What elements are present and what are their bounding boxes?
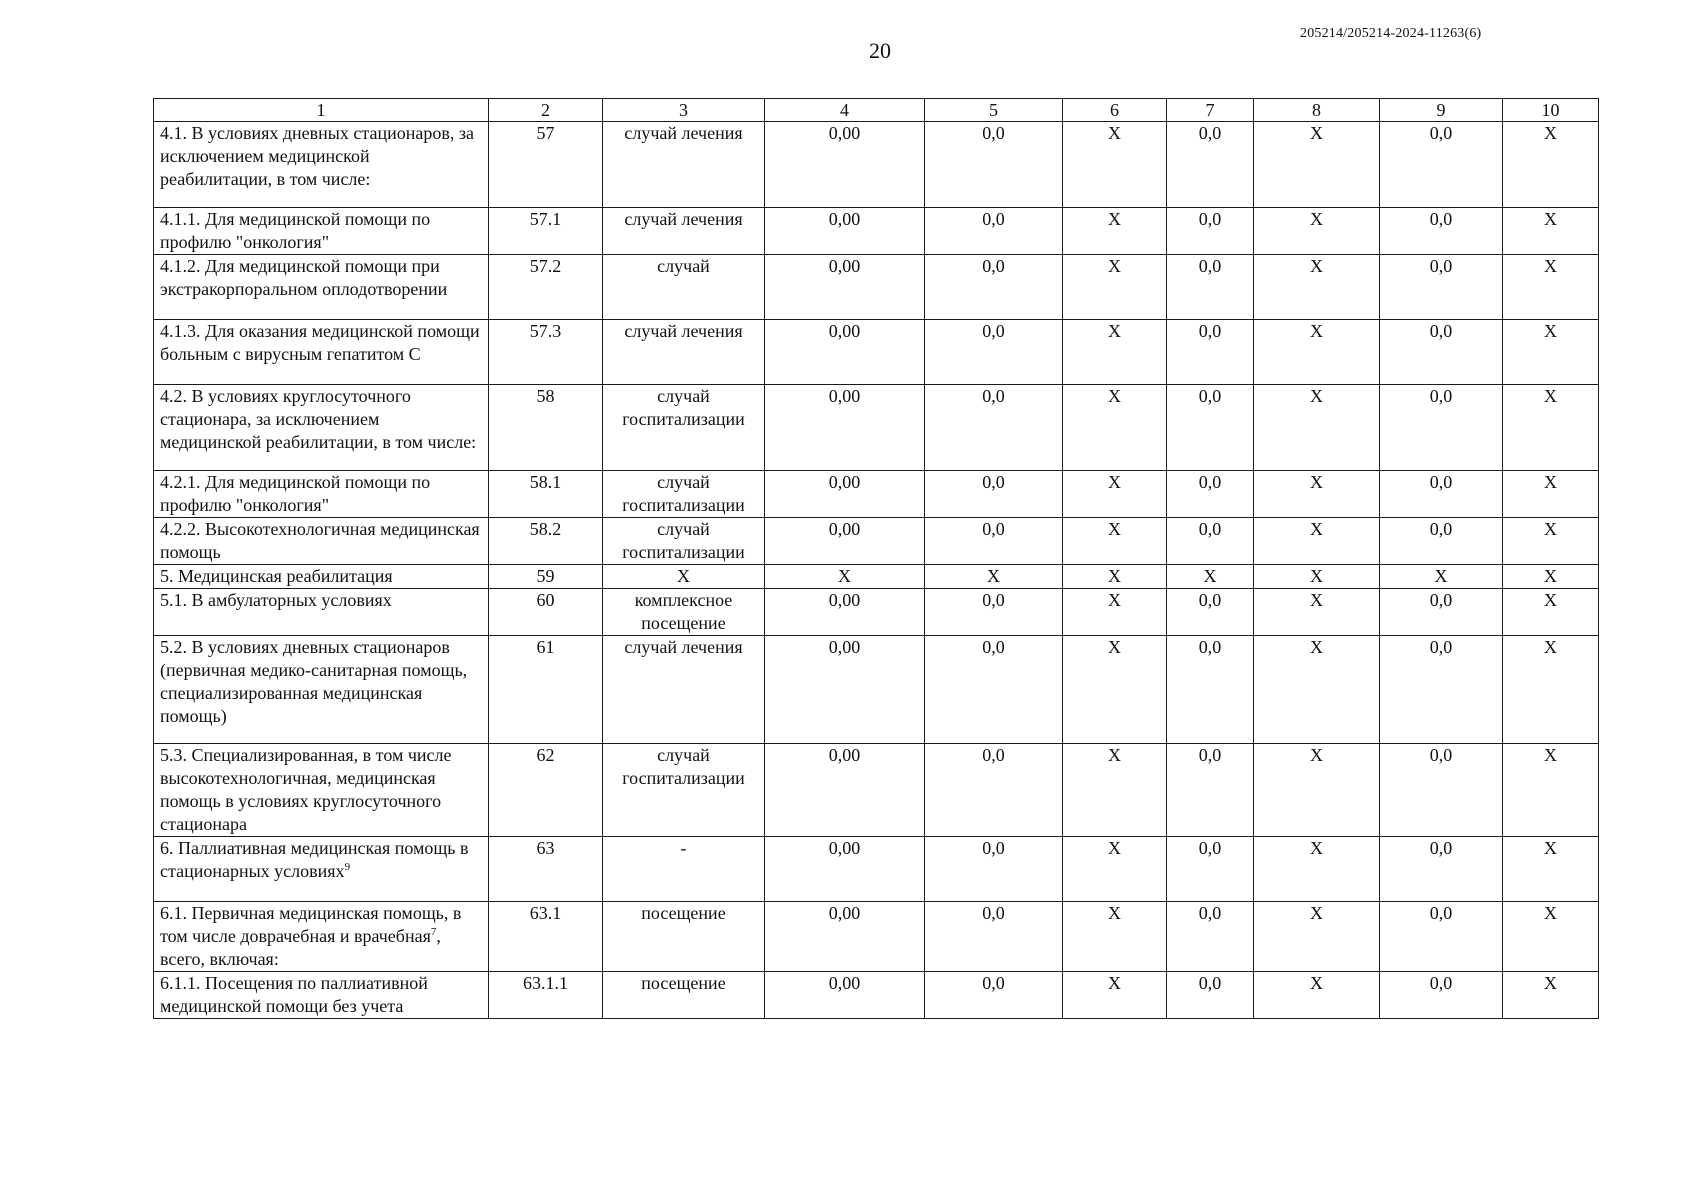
row-col8-cell: X [1254, 518, 1380, 565]
row-col8-cell: X [1254, 744, 1380, 837]
row-col5-cell: 0,0 [925, 471, 1063, 518]
row-code-cell: 59 [489, 565, 603, 589]
column-header: 6 [1063, 99, 1167, 122]
row-col10-cell: X [1503, 471, 1599, 518]
row-col6-cell: X [1063, 744, 1167, 837]
row-col7-cell: 0,0 [1167, 122, 1254, 208]
row-name-text: 4.2. В условиях круглосуточного стационара, за исключением медицинской реабилитации, в том числе: [160, 386, 477, 452]
row-unit-cell: - [603, 837, 765, 902]
table-row [154, 902, 1599, 972]
row-col4-cell: 0,00 [765, 385, 925, 471]
row-name-cell [154, 208, 489, 255]
row-col6-cell: X [1063, 837, 1167, 902]
row-col7-cell: 0,0 [1167, 589, 1254, 636]
row-col10-cell: X [1503, 320, 1599, 385]
row-col6-cell: X [1063, 255, 1167, 320]
row-col6-cell: X [1063, 122, 1167, 208]
row-name-text: 6.1. Первичная медицинская помощь, в том числе доврачебная и врачебная [160, 903, 462, 946]
row-code-cell: 57.2 [489, 255, 603, 320]
row-col4-cell: 0,00 [765, 122, 925, 208]
row-col7-cell: 0,0 [1167, 902, 1254, 972]
row-col4-cell: 0,00 [765, 744, 925, 837]
row-name-cell [154, 589, 489, 636]
row-code-cell: 63.1 [489, 902, 603, 972]
row-unit-cell: случай госпитализации [603, 385, 765, 471]
row-unit-cell: посещение [603, 972, 765, 1019]
row-name-text: 5. Медицинская реабилитация [160, 566, 393, 586]
row-name-cell [154, 636, 489, 744]
row-col5-cell: 0,0 [925, 589, 1063, 636]
row-name-text: 4.1.3. Для оказания медицинской помощи больным с вирусным гепатитом С [160, 321, 480, 364]
row-col7-cell: 0,0 [1167, 518, 1254, 565]
row-col9-cell: 0,0 [1380, 385, 1503, 471]
row-col10-cell: X [1503, 122, 1599, 208]
row-col10-cell: X [1503, 208, 1599, 255]
row-code-cell: 60 [489, 589, 603, 636]
row-col6-cell: X [1063, 471, 1167, 518]
row-col10-cell: X [1503, 744, 1599, 837]
column-header: 2 [489, 99, 603, 122]
row-col4-cell: 0,00 [765, 320, 925, 385]
row-col4-cell: 0,00 [765, 255, 925, 320]
row-col9-cell: 0,0 [1380, 471, 1503, 518]
row-col6-cell: X [1063, 518, 1167, 565]
row-unit-cell: случай лечения [603, 122, 765, 208]
row-col4-cell: 0,00 [765, 589, 925, 636]
table-row [154, 837, 1599, 902]
row-name-text: 4.2.2. Высокотехнологичная медицинская помощь [160, 519, 480, 562]
document-id: 205214/205214-2024-11263(6) [1300, 26, 1482, 41]
row-code-cell: 58.2 [489, 518, 603, 565]
row-name-cell [154, 744, 489, 837]
row-col4-cell: 0,00 [765, 972, 925, 1019]
row-col8-cell: X [1254, 565, 1380, 589]
row-name-text: 4.1.2. Для медицинской помощи при экстракорпоральном оплодотворении [160, 256, 448, 299]
row-code-cell: 63 [489, 837, 603, 902]
row-col5-cell: 0,0 [925, 902, 1063, 972]
row-code-cell: 57.1 [489, 208, 603, 255]
row-col4-cell: 0,00 [765, 518, 925, 565]
row-name-cell [154, 565, 489, 589]
row-col8-cell: X [1254, 972, 1380, 1019]
row-col8-cell: X [1254, 589, 1380, 636]
row-col5-cell: 0,0 [925, 518, 1063, 565]
row-col5-cell: 0,0 [925, 255, 1063, 320]
table-row [154, 385, 1599, 471]
footnote-marker: 7 [430, 926, 437, 938]
row-col10-cell: X [1503, 972, 1599, 1019]
row-unit-cell: случай лечения [603, 320, 765, 385]
row-col7-cell: 0,0 [1167, 837, 1254, 902]
row-col10-cell: X [1503, 565, 1599, 589]
row-code-cell: 58.1 [489, 471, 603, 518]
row-name-suffix: , всего, включая: [160, 926, 441, 969]
row-name-text: 5.1. В амбулаторных условиях [160, 590, 392, 610]
row-col5-cell: 0,0 [925, 320, 1063, 385]
row-name-cell [154, 320, 489, 385]
row-name-text: 5.3. Специализированная, в том числе высокотехнологичная, медицинская помощь в условиях круглосуточного стационара [160, 745, 452, 834]
row-code-cell: 57 [489, 122, 603, 208]
row-col10-cell: X [1503, 518, 1599, 565]
row-col7-cell: 0,0 [1167, 255, 1254, 320]
row-col8-cell: X [1254, 636, 1380, 744]
row-col9-cell: 0,0 [1380, 208, 1503, 255]
row-unit-cell: случай госпитализации [603, 518, 765, 565]
row-col9-cell: 0,0 [1380, 122, 1503, 208]
column-header: 4 [765, 99, 925, 122]
row-name-cell [154, 122, 489, 208]
row-col9-cell: 0,0 [1380, 518, 1503, 565]
row-code-cell: 58 [489, 385, 603, 471]
table-row [154, 972, 1599, 1019]
row-col7-cell: 0,0 [1167, 208, 1254, 255]
column-header: 10 [1503, 99, 1599, 122]
column-header: 8 [1254, 99, 1380, 122]
header-row [154, 99, 1599, 122]
row-col5-cell: 0,0 [925, 744, 1063, 837]
row-name-cell [154, 518, 489, 565]
table-row [154, 471, 1599, 518]
row-col7-cell: 0,0 [1167, 320, 1254, 385]
row-col6-cell: X [1063, 320, 1167, 385]
row-col9-cell: 0,0 [1380, 902, 1503, 972]
row-col8-cell: X [1254, 837, 1380, 902]
row-name-cell [154, 972, 489, 1019]
row-col10-cell: X [1503, 385, 1599, 471]
row-col5-cell: 0,0 [925, 122, 1063, 208]
footnote-marker: 9 [344, 861, 351, 873]
row-code-cell: 62 [489, 744, 603, 837]
table-row [154, 744, 1599, 837]
row-unit-cell: X [603, 565, 765, 589]
page-number: 20 [869, 38, 891, 63]
row-col9-cell: 0,0 [1380, 972, 1503, 1019]
column-header: 5 [925, 99, 1063, 122]
row-code-cell: 57.3 [489, 320, 603, 385]
row-code-cell: 61 [489, 636, 603, 744]
row-col9-cell: 0,0 [1380, 320, 1503, 385]
row-col7-cell: 0,0 [1167, 385, 1254, 471]
row-col8-cell: X [1254, 122, 1380, 208]
row-col10-cell: X [1503, 636, 1599, 744]
row-col8-cell: X [1254, 385, 1380, 471]
table-row [154, 255, 1599, 320]
row-col7-cell: 0,0 [1167, 636, 1254, 744]
column-header: 1 [154, 99, 489, 122]
column-header: 7 [1167, 99, 1254, 122]
row-col5-cell: 0,0 [925, 972, 1063, 1019]
row-col6-cell: X [1063, 902, 1167, 972]
row-name-cell [154, 837, 489, 902]
row-col8-cell: X [1254, 255, 1380, 320]
table-row [154, 565, 1599, 589]
table-row [154, 518, 1599, 565]
row-col6-cell: X [1063, 589, 1167, 636]
row-col5-cell: 0,0 [925, 208, 1063, 255]
row-unit-cell: комплексное посещение [603, 589, 765, 636]
row-col9-cell: 0,0 [1380, 589, 1503, 636]
row-col4-cell: 0,00 [765, 208, 925, 255]
row-col8-cell: X [1254, 471, 1380, 518]
row-col9-cell: 0,0 [1380, 636, 1503, 744]
row-col5-cell: X [925, 565, 1063, 589]
row-col6-cell: X [1063, 208, 1167, 255]
row-col9-cell: 0,0 [1380, 744, 1503, 837]
row-col6-cell: X [1063, 565, 1167, 589]
row-col5-cell: 0,0 [925, 385, 1063, 471]
row-col5-cell: 0,0 [925, 837, 1063, 902]
row-col10-cell: X [1503, 255, 1599, 320]
row-col9-cell: 0,0 [1380, 837, 1503, 902]
row-name-cell [154, 255, 489, 320]
table-row [154, 320, 1599, 385]
row-col6-cell: X [1063, 385, 1167, 471]
row-name-text: 4.2.1. Для медицинской помощи по профилю "онкология" [160, 472, 431, 515]
row-col8-cell: X [1254, 320, 1380, 385]
row-col7-cell: 0,0 [1167, 744, 1254, 837]
row-col6-cell: X [1063, 636, 1167, 744]
row-col4-cell: 0,00 [765, 636, 925, 744]
column-header: 9 [1380, 99, 1503, 122]
row-name-text: 4.1.1. Для медицинской помощи по профилю "онкология" [160, 209, 431, 252]
row-unit-cell: случай [603, 255, 765, 320]
row-unit-cell: случай лечения [603, 636, 765, 744]
table-row [154, 589, 1599, 636]
row-name-cell [154, 471, 489, 518]
row-name-text: 6. Паллиативная медицинская помощь в стационарных условиях [160, 838, 469, 881]
row-unit-cell: случай госпитализации [603, 471, 765, 518]
column-header: 3 [603, 99, 765, 122]
row-col4-cell: 0,00 [765, 902, 925, 972]
table-row [154, 122, 1599, 208]
table-body [154, 122, 1599, 1019]
row-col7-cell: X [1167, 565, 1254, 589]
row-col8-cell: X [1254, 902, 1380, 972]
row-col4-cell: 0,00 [765, 837, 925, 902]
row-unit-cell: посещение [603, 902, 765, 972]
row-col7-cell: 0,0 [1167, 972, 1254, 1019]
row-col4-cell: 0,00 [765, 471, 925, 518]
row-col5-cell: 0,0 [925, 636, 1063, 744]
row-col9-cell: 0,0 [1380, 255, 1503, 320]
row-col4-cell: X [765, 565, 925, 589]
row-name-text: 6.1.1. Посещения по паллиативной медицинской помощи без учета [160, 973, 428, 1016]
row-col10-cell: X [1503, 589, 1599, 636]
row-name-text: 4.1. В условиях дневных стационаров, за исключением медицинской реабилитации, в том числе: [160, 123, 474, 189]
data-table [153, 98, 1599, 1019]
row-name-cell [154, 902, 489, 972]
row-code-cell: 63.1.1 [489, 972, 603, 1019]
row-col9-cell: X [1380, 565, 1503, 589]
row-unit-cell: случай госпитализации [603, 744, 765, 837]
row-col10-cell: X [1503, 837, 1599, 902]
row-name-text: 5.2. В условиях дневных стационаров (первичная медико-санитарная помощь, специализированная медицинская помощь) [160, 637, 468, 726]
table-row [154, 636, 1599, 744]
row-name-cell [154, 385, 489, 471]
row-col8-cell: X [1254, 208, 1380, 255]
row-unit-cell: случай лечения [603, 208, 765, 255]
row-col6-cell: X [1063, 972, 1167, 1019]
table-row [154, 208, 1599, 255]
row-col7-cell: 0,0 [1167, 471, 1254, 518]
row-col10-cell: X [1503, 902, 1599, 972]
